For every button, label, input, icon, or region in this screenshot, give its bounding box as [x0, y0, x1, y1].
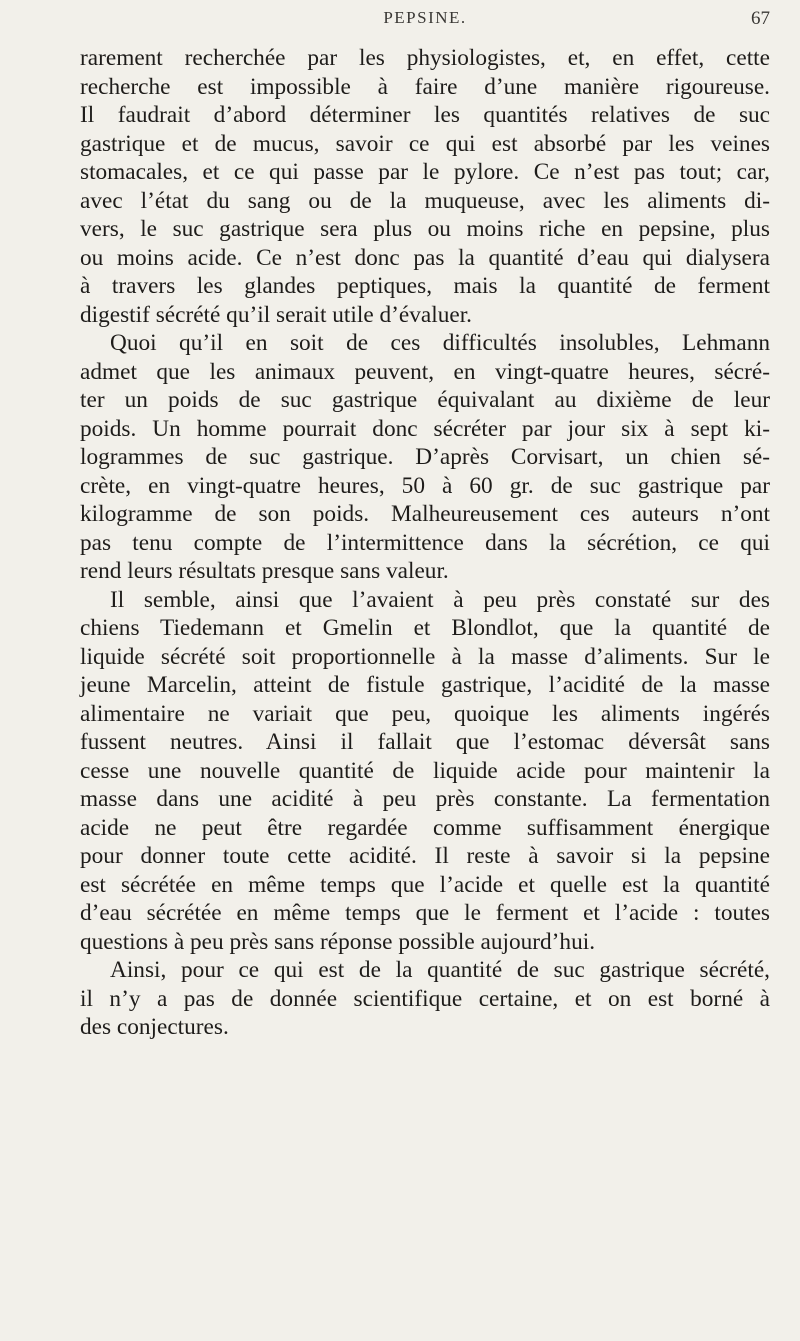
text-line: pour donner toute cette acidité. Il reste à savoir si la pepsine [80, 843, 770, 869]
text-line: d’eau sécrétée en même temps que le ferment et l’acide : toutes [80, 900, 770, 926]
text-line: questions à peu près sans réponse possible aujourd’hui. [80, 928, 596, 955]
page-number: 67 [751, 8, 770, 29]
text-line: Quoi qu’il en soit de ces difficultés insolubles, Lehmann [110, 330, 770, 356]
text-line: Ainsi, pour ce qui est de la quantité de suc gastrique sécrété, [110, 957, 770, 983]
text-line: recherche est impossible à faire d’une manière rigoureuse. [80, 73, 770, 100]
text-line: admet que les animaux peuvent, en vingt-quatre heures, sécré- [80, 358, 770, 385]
text-line: jeune Marcelin, atteint de fistule gastrique, l’acidité de la masse [80, 672, 770, 698]
text-line: gastrique et de mucus, savoir ce qui est absorbé par les veines [80, 130, 770, 157]
text-line: avec l’état du sang ou de la muqueuse, avec les aliments di- [80, 187, 770, 214]
text-line: kilogramme de son poids. Malheureusement ces auteurs n’ont [80, 501, 770, 527]
text-line: pas tenu compte de l’intermittence dans la sécrétion, ce qui [80, 529, 770, 556]
text-line: vers, le suc gastrique sera plus ou moins riche en pepsine, plus [80, 216, 770, 242]
body-text [80, 44, 770, 1042]
text-line: chiens Tiedemann et Gmelin et Blondlot, que la quantité de [80, 615, 770, 641]
text-line: digestif sécrété qu’il serait utile d’évaluer. [80, 301, 473, 328]
text-line: Il faudrait d’abord déterminer les quantités relatives de suc [80, 102, 770, 128]
text-line: à travers les glandes peptiques, mais la quantité de ferment [80, 273, 770, 299]
text-line: stomacales, et ce qui passe par le pylore. Ce n’est pas tout; car, [80, 159, 770, 185]
text-line: ter un poids de suc gastrique équivalant au dixième de leur [80, 387, 770, 413]
text-line: il n’y a pas de donnée scientifique certaine, et on est borné à [80, 985, 770, 1012]
text-line: ou moins acide. Ce n’est donc pas la quantité d’eau qui dialysera [80, 244, 770, 271]
text-line: crète, en vingt-quatre heures, 50 à 60 gr. de suc gastrique par [80, 472, 770, 499]
text-line: masse dans une acidité à peu près constante. La fermentation [80, 786, 770, 812]
text-line: alimentaire ne variait que peu, quoique les aliments ingérés [80, 700, 770, 727]
running-title: PEPSINE. [383, 8, 467, 27]
text-line: cesse une nouvelle quantité de liquide acide pour maintenir la [80, 757, 770, 784]
text-line: rarement recherchée par les physiologistes, et, en effet, cette [80, 45, 770, 71]
text-line: logrammes de suc gastrique. D’après Corvisart, un chien sé- [80, 444, 770, 470]
text-line: est sécrétée en même temps que l’acide et quelle est la quantité [80, 871, 770, 898]
text-line: liquide sécrété soit proportionnelle à la masse d’aliments. Sur le [80, 643, 770, 670]
text-line: poids. Un homme pourrait donc sécréter par jour six à sept ki- [80, 415, 770, 442]
text-line: acide ne peut être regardée comme suffisamment énergique [80, 814, 770, 841]
text-line: Il semble, ainsi que l’avaient à peu près constaté sur des [110, 586, 770, 613]
text-line: rend leurs résultats presque sans valeur. [80, 558, 449, 584]
text-line: fussent neutres. Ainsi il fallait que l’estomac déversât sans [80, 729, 770, 755]
running-head [80, 8, 770, 38]
text-line: des conjectures. [80, 1014, 229, 1040]
